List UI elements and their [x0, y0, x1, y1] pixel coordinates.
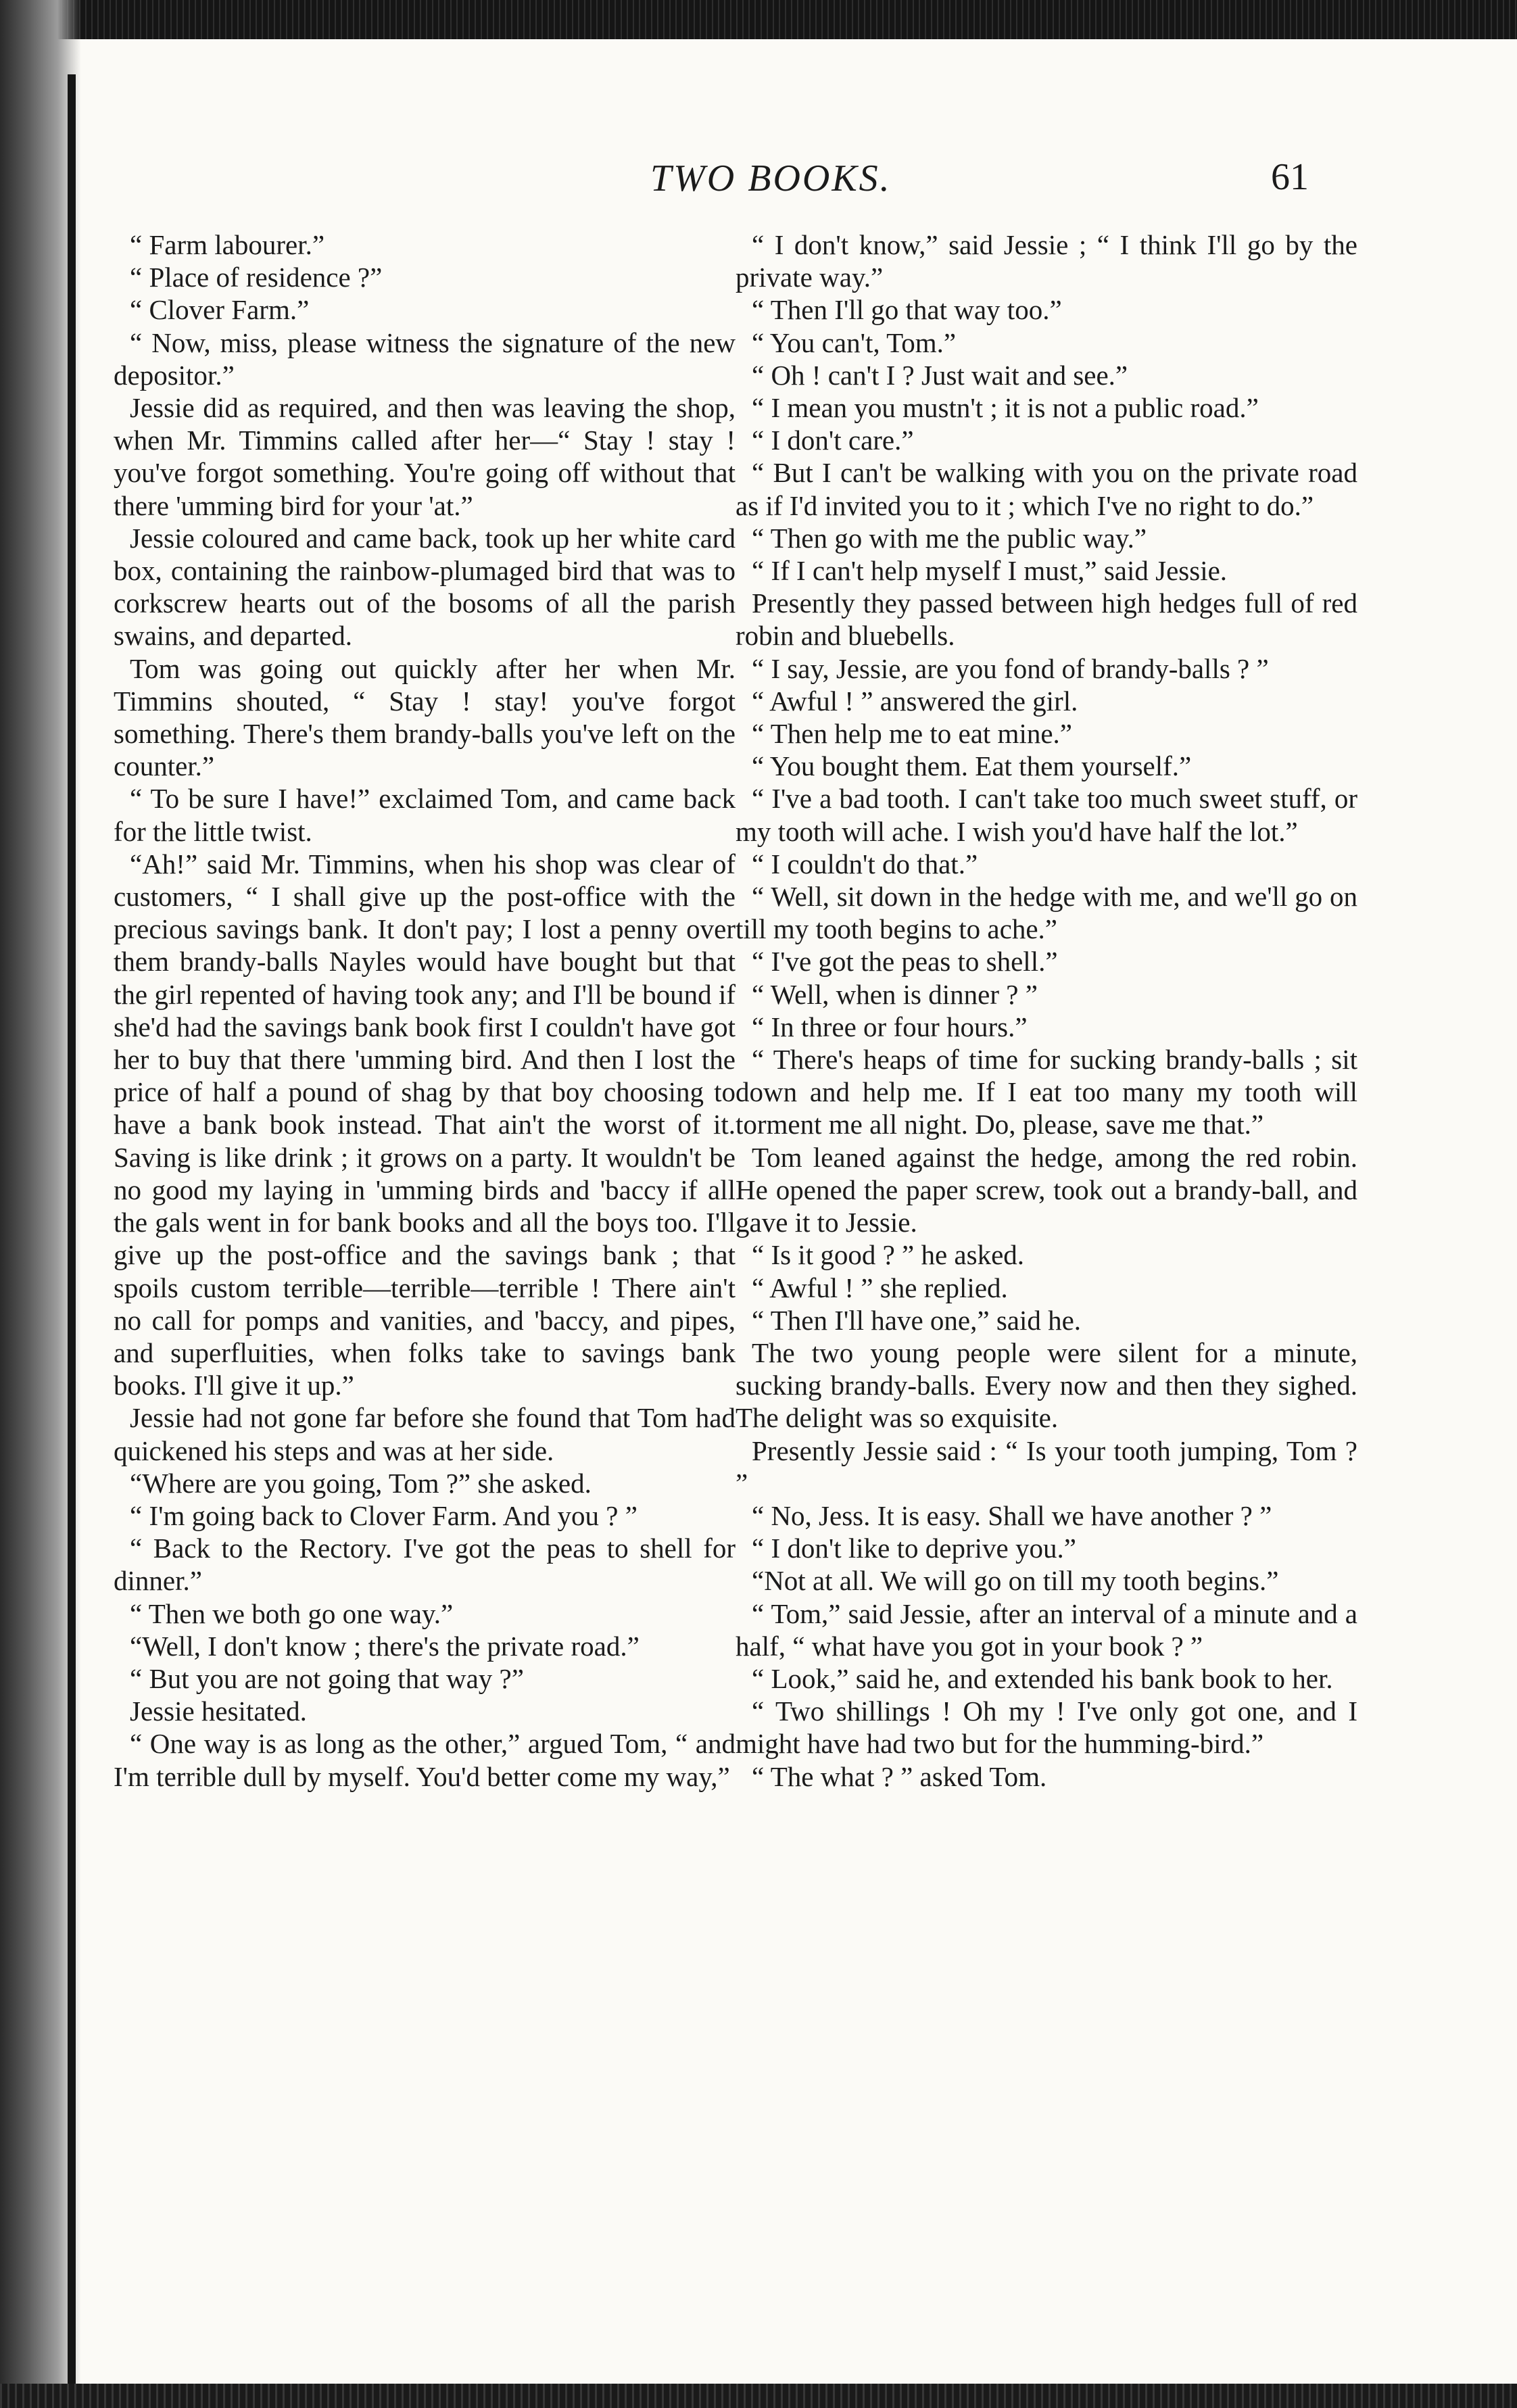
- paragraph: “ Then I'll have one,” said he.: [752, 1304, 1082, 1336]
- paragraph: “ Is it good ? ” he asked.: [752, 1239, 1025, 1271]
- top-scan-border: [0, 0, 1517, 39]
- paragraph: Jessie had not gone far before she found that Tom had quickened his steps and was at her side.: [114, 1402, 736, 1466]
- paragraph: “ I'm going back to Clover Farm. And you ? ”: [130, 1499, 637, 1531]
- paragraph: “ Then go with me the public way.”: [752, 522, 1147, 554]
- paragraph: “ Tom,” said Jessie, after an interval of a minute and a half, “ what have you got in your book ? ”: [736, 1597, 1357, 1662]
- page-number: 61: [1271, 156, 1309, 198]
- paragraph: “ Well, when is dinner ? ”: [752, 978, 1038, 1010]
- paragraph: “Not at all. We will go on till my tooth begins.”: [752, 1565, 1279, 1597]
- paragraph: “Where are you going, Tom ?” she asked.: [130, 1467, 592, 1499]
- paragraph: “ The what ? ” asked Tom.: [752, 1760, 1047, 1792]
- paragraph: Jessie hesitated.: [130, 1695, 307, 1727]
- paragraph: “ Then we both go one way.”: [130, 1597, 454, 1629]
- paragraph: “ One way is as long as the other,” argued Tom, “ and I'm terrible dull by myself. You'd better come my way,”: [114, 1728, 736, 1792]
- paragraph: “ There's heaps of time for sucking brandy-balls ; sit down and help me. If I eat too many my tooth will torment me all night. Do, please, save me that.”: [736, 1044, 1357, 1140]
- left-column: [114, 228, 736, 1793]
- paragraph: Tom was going out quickly after her when Mr. Timmins shouted, “ Stay ! stay! you've forgot something. There's them brandy-balls you've left on the counter.”: [114, 652, 736, 782]
- paragraph: Jessie coloured and came back, took up her white card box, containing the rainbow-plumaged bird that was to corkscrew hearts out of the bosoms of all the parish swains, and departed.: [114, 522, 736, 652]
- paragraph: “ I don't know,” said Jessie ; “ I think I'll go by the private way.”: [736, 229, 1357, 293]
- paragraph: “ Back to the Rectory. I've got the peas to shell for dinner.”: [114, 1533, 736, 1597]
- paragraph: “ No, Jess. It is easy. Shall we have another ? ”: [752, 1499, 1272, 1531]
- paragraph: “ Clover Farm.”: [130, 294, 310, 326]
- paragraph: “ Look,” said he, and extended his bank book to her.: [752, 1662, 1333, 1694]
- running-head: TWO BOOKS.: [650, 158, 892, 199]
- paragraph: “ I've a bad tooth. I can't take too much sweet stuff, or my tooth will ache. I wish you'd have half the lot.”: [736, 783, 1357, 847]
- paragraph: Jessie did as required, and then was leaving the shop, when Mr. Timmins called after her—“ Stay ! stay ! you've forgot something. You're going off without that there 'umming bird for your 'at.”: [114, 392, 736, 521]
- bottom-scan-border: [0, 2384, 1517, 2408]
- paragraph: “ You bought them. Eat them yourself.”: [752, 750, 1192, 782]
- paragraph: “ If I can't help myself I must,” said Jessie.: [752, 555, 1228, 587]
- paragraph: “ To be sure I have!” exclaimed Tom, and came back for the little twist.: [114, 783, 736, 847]
- paragraph: “ I say, Jessie, are you fond of brandy-balls ? ”: [752, 652, 1269, 684]
- paragraph: “ Place of residence ?”: [130, 262, 383, 293]
- paragraph: “ I don't care.”: [752, 425, 914, 456]
- binding-rule: [68, 74, 76, 2386]
- paragraph: “ But I can't be walking with you on the private road as if I'd invited you to it ; which I've no right to do.”: [736, 457, 1357, 521]
- paragraph: “ Then help me to eat mine.”: [752, 718, 1072, 750]
- paragraph: “ Awful ! ” she replied.: [752, 1272, 1008, 1303]
- paragraph: “ In three or four hours.”: [752, 1011, 1028, 1042]
- paragraph: “ Awful ! ” answered the girl.: [752, 685, 1078, 717]
- right-column: [736, 228, 1357, 1793]
- paragraph: “ You can't, Tom.”: [752, 327, 957, 358]
- paragraph: Tom leaned against the hedge, among the red robin. He opened the paper screw, took out a brandy-ball, and gave it to Jessie.: [736, 1141, 1357, 1238]
- paragraph: “Well, I don't know ; there's the private road.”: [130, 1630, 640, 1662]
- paragraph: “ Then I'll go that way too.”: [752, 294, 1062, 326]
- paragraph: “ I couldn't do that.”: [752, 848, 978, 880]
- paragraph: “ Now, miss, please witness the signature of the new depositor.”: [114, 327, 736, 391]
- paragraph: “ Well, sit down in the hedge with me, and we'll go on till my tooth begins to ache.”: [736, 881, 1357, 945]
- paragraph: Presently they passed between high hedges full of red robin and bluebells.: [736, 587, 1357, 652]
- paragraph: “ I've got the peas to shell.”: [752, 946, 1058, 978]
- paragraph: “ Farm labourer.”: [130, 229, 325, 260]
- paragraph: “ Oh ! can't I ? Just wait and see.”: [752, 359, 1128, 391]
- paragraph: “ I don't like to deprive you.”: [752, 1533, 1076, 1564]
- paragraph: “ I mean you mustn't ; it is not a public road.”: [752, 392, 1259, 424]
- paragraph: The two young people were silent for a minute, sucking brandy-balls. Every now and then they sighed. The delight was so exquisite.: [736, 1337, 1357, 1434]
- paragraph: Presently Jessie said : “ Is your tooth jumping, Tom ? ”: [736, 1435, 1357, 1499]
- paragraph: “ But you are not going that way ?”: [130, 1662, 524, 1694]
- paragraph: “Ah!” said Mr. Timmins, when his shop was clear of customers, “ I shall give up the post-office with the precious savings bank. It don't pay; I lost a penny over them brandy-balls Nayles would have bought but that the girl repented of having took any; and I'll be bound if she'd had the savings bank book first I couldn't have got her to buy that there 'umming bird. And then I lost the price of half a pound of shag by that boy choosing to have a bank book instead. That ain't the worst of it. Saving is like drink ; it grows on a party. It wouldn't be no good my laying in 'umming birds and 'baccy if all the gals went in for bank books and all the boys too. I'll give up the post-office and the savings bank ; that spoils custom terrible—terrible—terrible ! There ain't no call for pomps and vanities, and 'baccy, and pipes, and superfluities, when folks take to savings bank books. I'll give it up.”: [114, 848, 736, 1401]
- paragraph: “ Two shillings ! Oh my ! I've only got one, and I might have had two but for the humming-bird.”: [736, 1695, 1357, 1760]
